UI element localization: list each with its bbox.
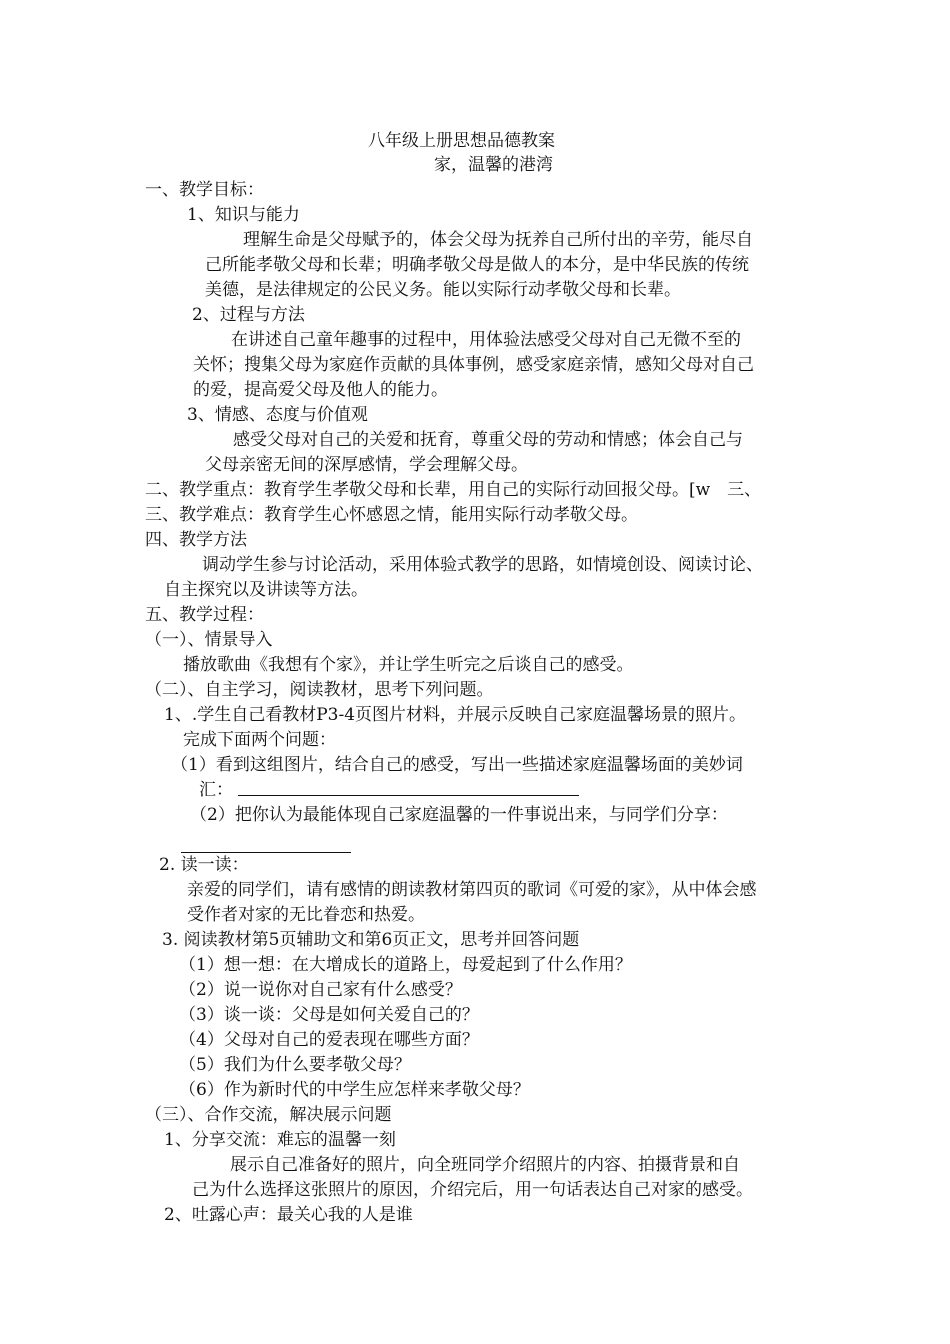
question-item: （5）我们为什么要孝敬父母？ xyxy=(179,1055,411,1075)
answer-blank[interactable] xyxy=(181,836,351,853)
question-line: 汇： xyxy=(199,780,233,800)
doc-subtitle: 家，温馨的港湾 xyxy=(434,155,553,175)
subsection-heading: 3、情感、态度与价值观 xyxy=(187,405,368,425)
question-item: （4）父母对自己的爱表现在哪些方面？ xyxy=(179,1030,479,1050)
paragraph-line: 播放歌曲《我想有个家》，并让学生听完之后谈自己的感受。 xyxy=(183,655,634,675)
question-line: （2）把你认为最能体现自己家庭温馨的一件事说出来，与同学们分享： xyxy=(190,805,728,825)
section-heading: 五、教学过程： xyxy=(145,605,264,625)
question-heading: 2、吐露心声：最关心我的人是谁 xyxy=(164,1205,413,1225)
question-item: （1）想一想：在大增成长的道路上，母爱起到了什么作用？ xyxy=(179,955,632,975)
paragraph-line: 感受父母对自己的关爱和抚育，尊重父母的劳动和情感；体会自己与 xyxy=(233,430,743,450)
subsection-heading: （三）、合作交流，解决展示问题 xyxy=(145,1105,392,1125)
paragraph-line: 亲爱的同学们，请有感情的朗读教材第四页的歌词《可爱的家》，从中体会感 xyxy=(187,880,757,900)
doc-title: 八年级上册思想品德教案 xyxy=(368,131,555,151)
subsection-heading: 1、知识与能力 xyxy=(187,205,300,225)
section-heading: 三、教学难点：教育学生心怀感恩之情，能用实际行动孝敬父母。 xyxy=(145,505,638,525)
paragraph-line: 美德，是法律规定的公民义务。能以实际行动孝敬父母和长辈。 xyxy=(205,280,681,300)
paragraph-line: 关怀；搜集父母为家庭作贡献的具体事例，感受家庭亲情，感知父母对自己 xyxy=(193,355,754,375)
question-heading: 1、分享交流：难忘的温馨一刻 xyxy=(164,1130,396,1150)
subsection-heading: （二）、自主学习，阅读教材，思考下列问题。 xyxy=(145,680,494,700)
section-heading: 二、教学重点：教育学生孝敬父母和长辈，用自己的实际行动回报父母。[w 三、 xyxy=(145,480,762,500)
question-heading: 2. 读一读： xyxy=(159,855,249,875)
paragraph-line: 调动学生参与讨论活动，采用体验式教学的思路，如情境创设、阅读讨论、 xyxy=(202,555,763,575)
subsection-heading: 2、过程与方法 xyxy=(192,305,305,325)
paragraph-line: 自主探究以及讲读等方法。 xyxy=(164,580,368,600)
section-heading: 四、教学方法 xyxy=(145,530,247,550)
question-line: 1、.学生自己看教材P3-4页图片材料，并展示反映自己家庭温馨场景的照片。 xyxy=(164,705,747,725)
question-item: （3）谈一谈：父母是如何关爱自己的？ xyxy=(179,1005,479,1025)
question-item: （6）作为新时代的中学生应怎样来孝敬父母？ xyxy=(179,1080,530,1100)
section-heading: 一、教学目标： xyxy=(145,180,264,200)
answer-blank[interactable] xyxy=(238,779,579,796)
paragraph-line: 己为什么选择这张照片的原因，介绍完后，用一句话表达自己对家的感受。 xyxy=(192,1180,753,1200)
question-line: （1）看到这组图片，结合自己的感受，写出一些描述家庭温馨场面的美妙词 xyxy=(171,755,743,775)
question-heading: 3. 阅读教材第5页辅助文和第6页正文，思考并回答问题 xyxy=(162,930,580,950)
paragraph-line: 理解生命是父母赋予的，体会父母为抚养自己所付出的辛劳，能尽自 xyxy=(243,230,753,250)
subsection-heading: （一）、情景导入 xyxy=(145,630,273,650)
paragraph-line: 的爱，提高爱父母及他人的能力。 xyxy=(193,380,448,400)
question-line: 完成下面两个问题： xyxy=(183,730,336,750)
paragraph-line: 父母亲密无间的深厚感情，学会理解父母。 xyxy=(205,455,528,475)
paragraph-line: 在讲述自己童年趣事的过程中，用体验法感受父母对自己无微不至的 xyxy=(231,330,741,350)
paragraph-line: 展示自己准备好的照片，向全班同学介绍照片的内容、拍摄背景和自 xyxy=(230,1155,740,1175)
question-item: （2）说一说你对自己家有什么感受？ xyxy=(179,980,462,1000)
paragraph-line: 己所能孝敬父母和长辈；明确孝敬父母是做人的本分，是中华民族的传统 xyxy=(205,255,749,275)
paragraph-line: 受作者对家的无比眷恋和热爱。 xyxy=(187,905,425,925)
